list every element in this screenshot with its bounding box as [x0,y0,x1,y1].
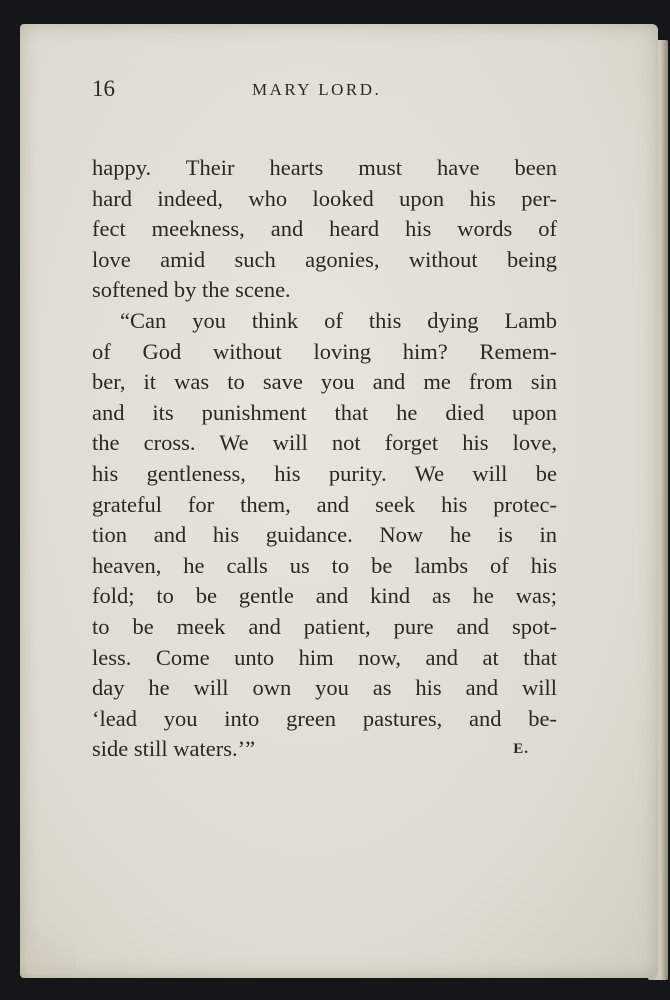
text-line: fold; to be gentle and kind as he was; [92,583,557,609]
page-corner-wear [26,914,76,974]
text-line: softened by the scene. [92,277,291,303]
text-line: to be meek and patient, pure and spot- [92,613,557,639]
text-line: and its punishment that he died upon [92,399,557,425]
text-line: “Can you think of this dying Lamb [120,307,557,333]
text-line: fect meekness, and heard his words of [92,216,557,242]
body-text [92,153,557,765]
page-header [92,76,592,116]
author-signature: E. [513,741,529,758]
text-line: the cross. We will not forget his love, [92,430,557,456]
text-line: grateful for them, and seek his protec- [92,491,557,517]
final-line-row [92,734,557,765]
text-line: tion and his guidance. Now he is in [92,522,557,548]
running-head: MARY LORD. [252,80,382,99]
text-line: love amid such agonies, without being [92,246,557,272]
text-line: his gentleness, his purity. We will be [92,460,557,486]
page-number: 16 [92,76,115,101]
text-line: ‘lead you into green pastures, and be- [92,705,557,731]
text-line: heaven, he calls us to be lambs of his [92,552,557,578]
text-line: of God without loving him? Remem- [92,338,557,364]
text-line: day he will own you as his and will [92,675,557,701]
text-line: side still waters.’” [92,736,256,762]
text-line: ber, it was to save you and me from sin [92,369,557,395]
text-line: happy. Their hearts must have been [92,155,557,180]
text-line: hard indeed, who looked upon his per- [92,185,557,211]
text-line: less. Come unto him now, and at that [92,644,557,670]
